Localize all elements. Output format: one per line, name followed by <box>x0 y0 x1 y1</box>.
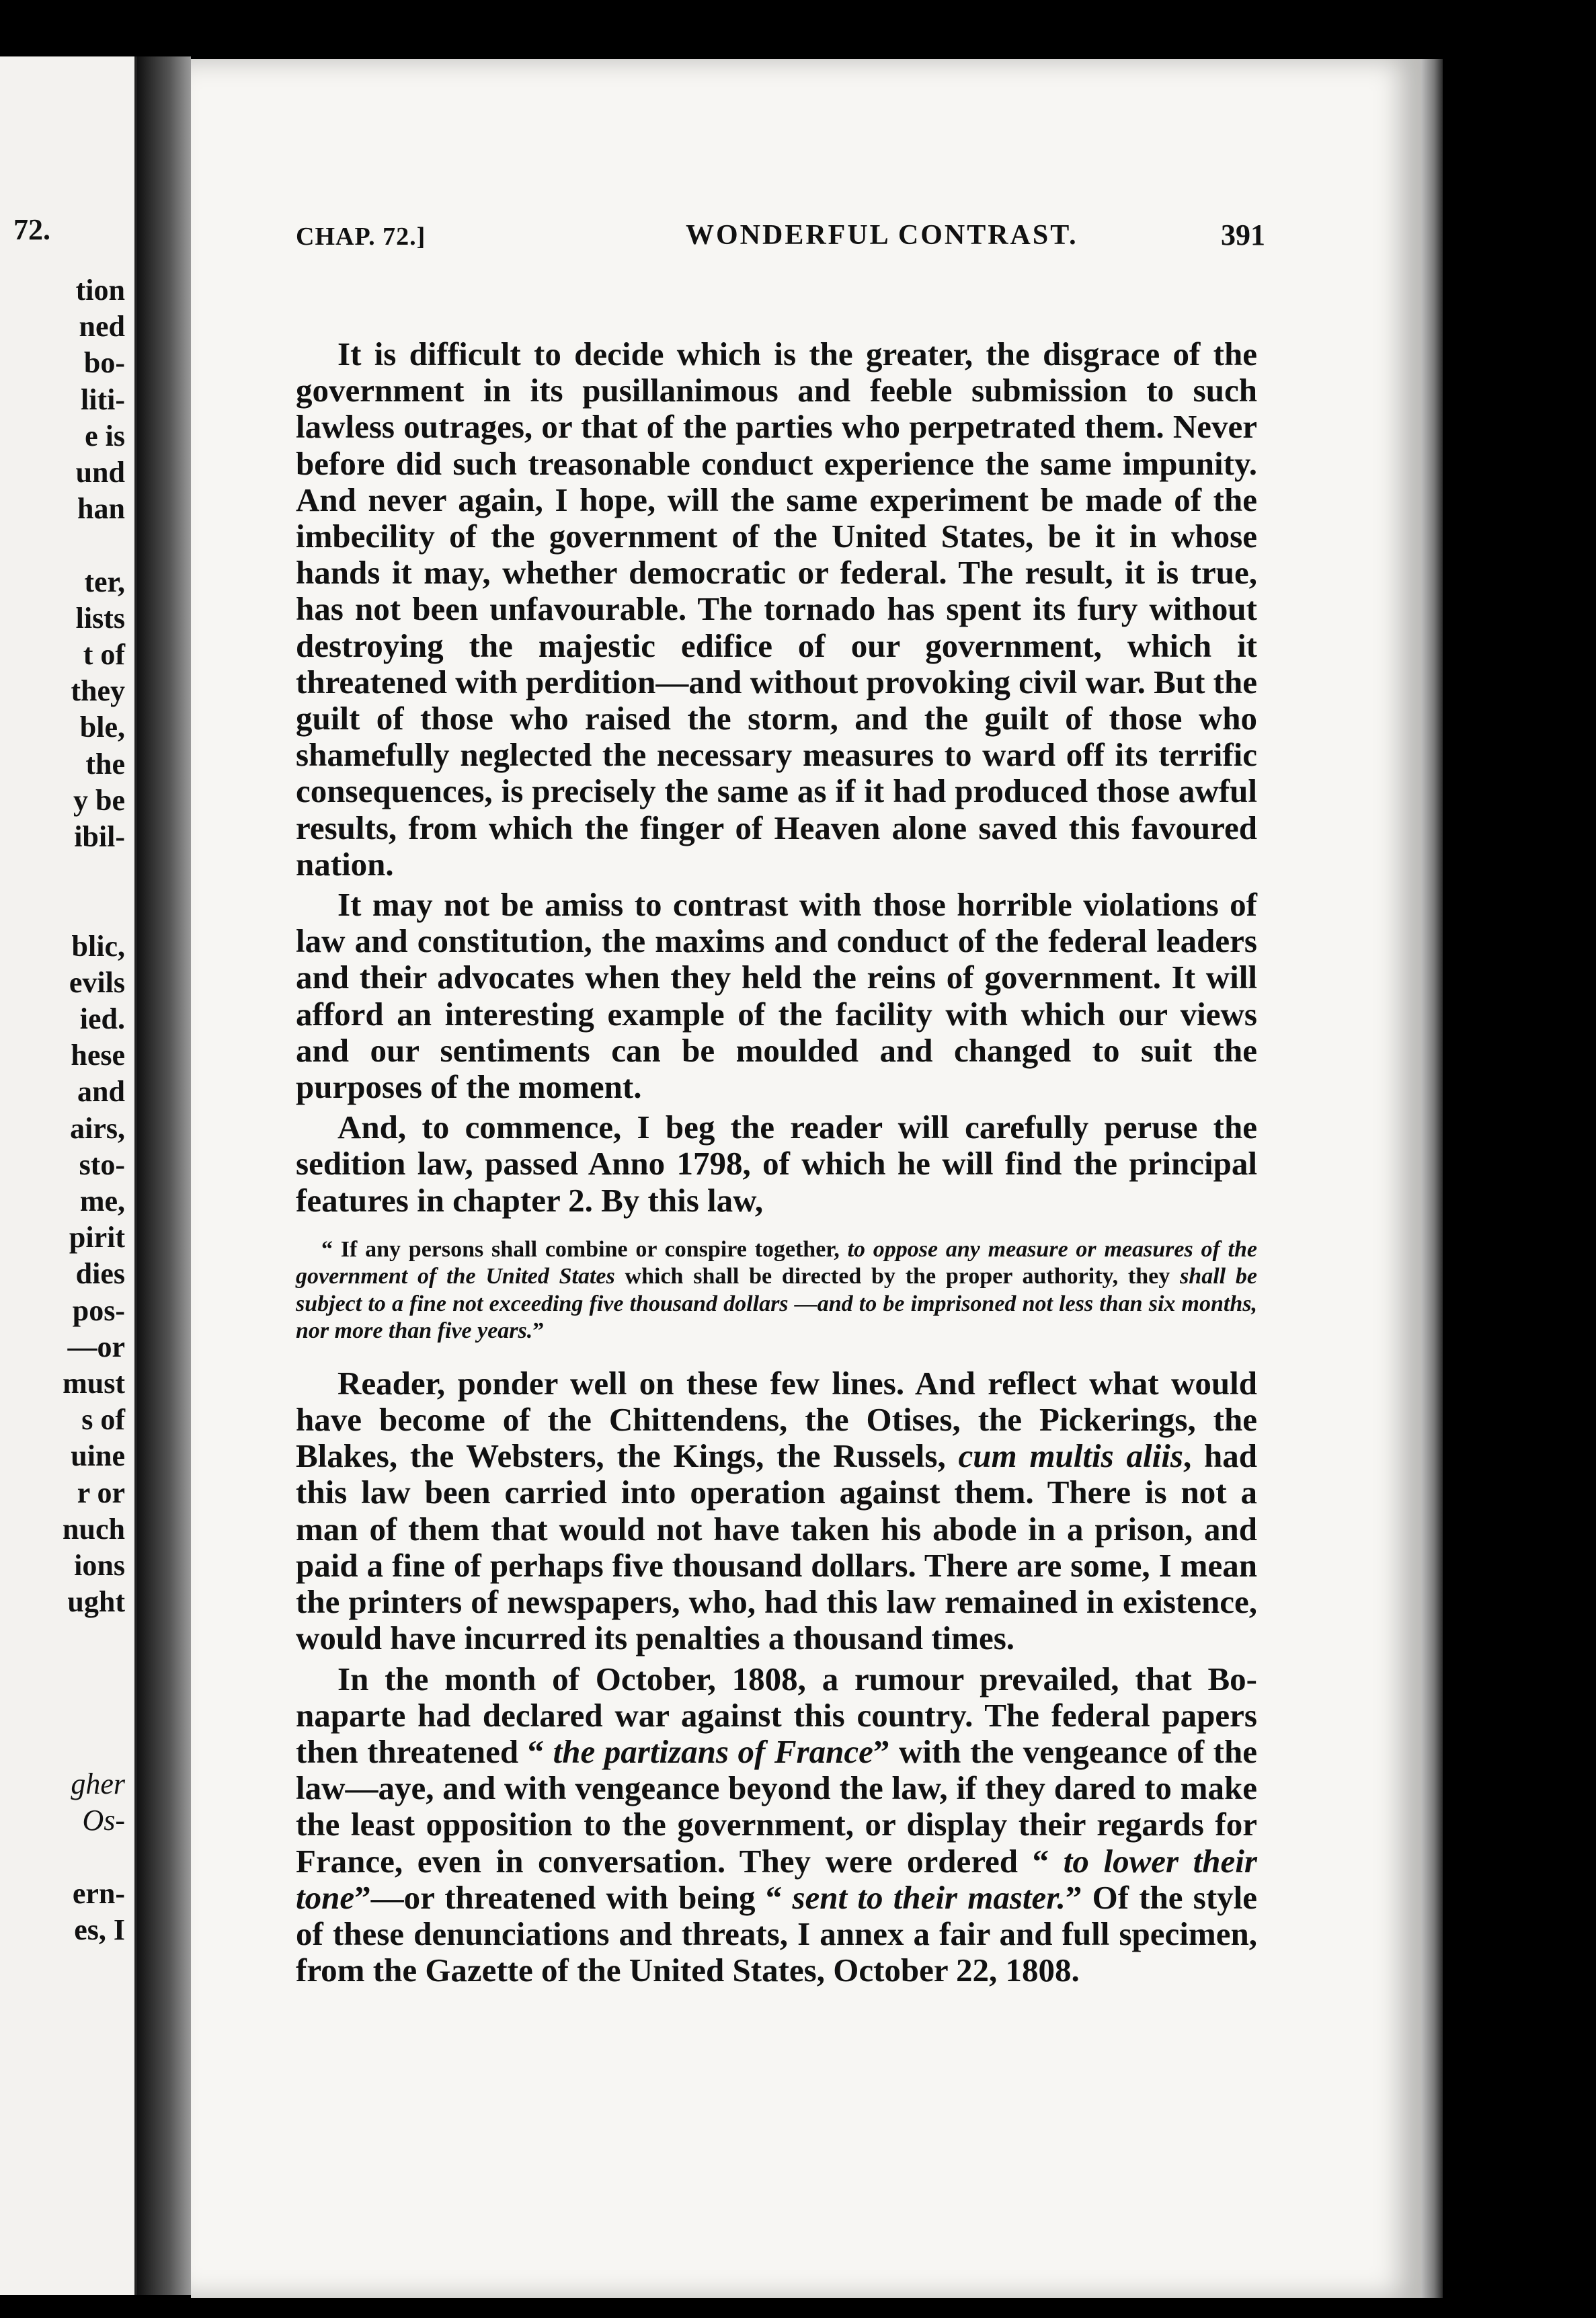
quote-italic-2: shall be subject to a fine not exceeding five thousand dollars —and to be imprisoned not less than six months, nor more than five years. <box>296 1264 1257 1344</box>
paragraph-5 <box>296 1661 1257 1989</box>
facing-page-fragment-line: r or <box>77 1476 125 1509</box>
facing-page-fragment-line: ions <box>74 1549 125 1582</box>
facing-page-fragment-line: nuch <box>63 1512 125 1546</box>
facing-page-fragment-line: me, <box>79 1185 125 1217</box>
facing-page-fragment-line: gher <box>71 1767 125 1801</box>
facing-page-fragment-line: pos- <box>72 1293 125 1327</box>
facing-page-fragment-line: liti- <box>81 383 125 416</box>
facing-page-fragment-line: t of <box>83 638 125 671</box>
paragraph-1: It is difficult to decide which is the greater, the disgrace of the government in its pusillanimous and feeble submission to such lawless outrages, or that of the parties who perpetrated them. Never before did such treasonable conduct experience the same impunity. And never again, I hope, will the same experiment be made of the imbecility of the government of the United States, be it in whose hands it may, whether democratic or federal. The result, it is true, has not been unfavourable. The tornado has spent its fury without destroying the majestic edifice of our government, which it threatened with perdition—and without provoking civil war. But the guilt of those who raised the storm, and the guilt of those who shamefully neglected the necessary measures to ward off its terrific consequences, is precisely the same as if it had produced those awful results, from which the finger of Heaven alone saved this favoured nation. <box>296 335 1257 883</box>
facing-page-fragment-line: tion <box>75 274 125 307</box>
p5-italic-2: to lower their tone <box>296 1842 1257 1916</box>
facing-page-fragment-line: must <box>63 1367 125 1400</box>
p5-text-c: ”—or threatened with being “ <box>354 1878 793 1916</box>
facing-page-fragment-line: ter, <box>84 565 125 598</box>
book-page <box>191 59 1421 2298</box>
facing-page-fragment-line: es, I <box>74 1913 125 1946</box>
facing-page-fragment-line: blic, <box>71 929 125 963</box>
paragraph-4 <box>296 1365 1257 1657</box>
running-title: WONDERFUL CONTRAST. <box>686 220 1078 251</box>
chapter-label: CHAP. 72.] <box>296 223 426 251</box>
facing-page-fragment-line: lists <box>75 601 125 635</box>
facing-page-fragment-line: bo- <box>83 346 125 380</box>
facing-page-chapter-number: 72. <box>13 213 50 246</box>
sedition-law-quotation <box>296 1236 1257 1345</box>
running-header <box>296 211 1265 251</box>
facing-page-fragment-line: the <box>85 747 125 781</box>
facing-page-fragment-line: they <box>71 674 125 708</box>
facing-page-fragment-line: airs, <box>70 1111 125 1145</box>
quote-open: “ If any persons shall combine or conspire together, <box>321 1236 848 1262</box>
facing-page-fragment-line: y be <box>73 783 125 817</box>
facing-page-fragment-line: and <box>77 1075 125 1109</box>
facing-page-fragment-line: ibil- <box>74 820 125 853</box>
facing-page-fragment-line: han <box>77 492 125 526</box>
facing-page-fragment-line: ned <box>79 310 125 344</box>
p4-text-b: , had this law been carried into operation against them. There is not a man of them that would not have taken his abode in a prison, and paid a fine of perhaps five thousand dollars. There are some, I mean the printers of newspapers, who, had this law remained in existence, would have incurred its penalties a thousand times. <box>296 1437 1257 1657</box>
facing-page-fragment-line: e is <box>85 419 125 452</box>
paragraph-2: It may not be amiss to contrast with those horrible violations of law and constitution, the maxims and conduct of the federal leaders and their advocates when they held the reins of government. It will afford an interesting example of the facility with which our views and our sentiments can be moulded and changed to suit the purposes of the moment. <box>296 886 1257 1106</box>
quote-close: ” <box>532 1318 545 1344</box>
facing-page-fragment-line: s of <box>81 1403 125 1437</box>
facing-page-fragment-line: ied. <box>79 1002 125 1035</box>
facing-page-fragment-line: ught <box>67 1585 125 1619</box>
facing-page-fragment-line: evils <box>69 965 125 999</box>
quote-italic-1: to oppose any measure or measures of the government of the United States <box>296 1236 1257 1289</box>
p5-text-b: ” with the vengeance of the law—aye, and with vengeance beyond the law, if they dared to make the least opposition to the government, or display their regards for France, even in conversation. They were ordered “ <box>296 1732 1257 1880</box>
body-text <box>296 336 1257 1989</box>
facing-page-fragment-line: sto- <box>79 1148 125 1181</box>
p4-italic: cum multis aliis <box>958 1437 1183 1475</box>
facing-page-fragment-line: pirit <box>69 1221 125 1254</box>
facing-page-fragment-line: hese <box>71 1039 125 1072</box>
p5-text-d: ” Of the style of these denunciations and threats, I annex a fair and full specimen, from the Gazette of the United States, October 22, 1808. <box>296 1878 1258 1989</box>
facing-page-fragment-line: ern- <box>72 1876 125 1910</box>
page-edge-shadow <box>1421 59 1443 2298</box>
facing-page-fragment-line: uine <box>71 1439 125 1473</box>
facing-page-fragment-line: Os- <box>82 1804 125 1837</box>
facing-page-fragment-line: ble, <box>79 711 125 744</box>
book-gutter <box>137 56 191 2295</box>
p5-italic-1: the partizans of France <box>553 1732 873 1770</box>
paragraph-3: And, to commence, I beg the reader will carefully peruse the sedition law, passed Anno 1798, of which he will find the principal features in chapter 2. By this law, <box>296 1109 1257 1219</box>
facing-page-fragment-line: —or <box>67 1330 125 1363</box>
facing-page-fragment-line: dies <box>75 1257 125 1291</box>
facing-page-fragment <box>0 56 137 2295</box>
p4-text-a: Reader, ponder well on these few lines. And reflect what would have become of the Chittendens, the Otises, the Pickerings, the Blakes, the Websters, the Kings, the Russels, <box>296 1364 1257 1475</box>
facing-page-fragment-line: und <box>75 456 125 489</box>
p5-italic-3: sent to their master. <box>792 1878 1066 1916</box>
p5-text-a: In the month of October, 1808, a rumour prevailed, that Bonaparte had declared war against this country. The federal papers then threatened “ <box>296 1660 1257 1770</box>
page-number: 391 <box>1221 218 1265 251</box>
quote-middle: which shall be directed by the proper authority, they <box>614 1264 1181 1289</box>
